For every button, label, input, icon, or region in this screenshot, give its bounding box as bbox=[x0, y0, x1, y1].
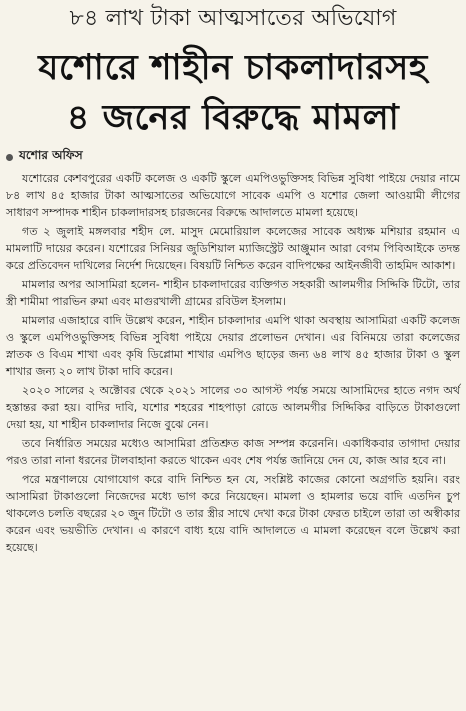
paragraph: মামলার অপর আসামিরা হলেন- শাহীন চাকলাদারের ব্যক্তিগত সহকারী আলমগীর সিদ্দিকি টিটো, তার স্ত্রী শামীমা পারভিন রুমা এবং মাগুরখালী গ্রামের রবিউল ইসলাম। bbox=[6, 278, 460, 308]
byline bbox=[6, 149, 83, 165]
headline-line-2: ৪ জনের বিরুদ্ধে মামলা bbox=[66, 98, 400, 138]
article-body bbox=[6, 170, 460, 558]
kicker-headline: ৮৪ লাখ টাকা আত্মসাতের অভিযোগ bbox=[69, 6, 397, 31]
headline-line-1: যশোরে শাহীন চাকলাদারসহ bbox=[38, 48, 428, 88]
paragraph: গত ২ জুলাই মঙ্গলবার শহীদ লে. মাসুদ মেমোরিয়াল কলেজের সাবেক অধ্যক্ষ মশিয়ার রহমান এ মামলাটি দায়ের করেন। যশোরের সিনিয়র জুডিশিয়াল ম্যাজিস্ট্রেট আঞ্জুমান আরা বেগম পিবিআইকে তদন্ত করে প্রতিবেদন দাখিলের নির্দেশ দিয়েছেন। বিষয়টি নিশ্চিত করেন বাদিপক্ষের আইনজীবী তাহমিদ আকাশ। bbox=[6, 225, 460, 272]
bullet-icon bbox=[6, 154, 13, 161]
paragraph: মামলার এজাহারে বাদি উল্লেখ করেন, শাহীন চাকলাদার এমপি থাকা অবস্থায় আসামিরা একটি কলেজ ও স্কুলে এমপিওভুক্তিসহ বিভিন্ন সুবিধা পাইয়ে দেয়ার প্রলোভন দেখান। এর বিনিময়ে তারা কলেজের স্নাতক ও বিএম শাখা এবং কৃষি ডিপ্লোমা শাখার এমপিও ছাড়ের জন্য ৬৪ লাখ ৪৫ হাজার টাকা ও স্কুল শাখার জন্য ২০ লাখ টাকা দাবি করেন। bbox=[6, 314, 460, 378]
paragraph: পরে মন্ত্রণালয়ে যোগাযোগ করে বাদি নিশ্চিত হন যে, সংশ্লিষ্ট কাজের কোনো অগ্রগতি হয়নি। বরং আসামিরা টাকাগুলো নিজেদের মধ্যে ভাগ করে নিয়েছেন। মামলা ও হামলার ভয়ে বাদি এতদিন চুপ থাকলেও চলতি বছরের ২০ জুন টিটো ও তার স্ত্রীর সাথে দেখা করে টাকা ফেরত চাইলে তারা তা অস্বীকার করেন এবং ভয়ভীতি দেখান। এ কারণে বাধ্য হয়ে বাদি আদালতে এ মামলা করেছেন বলে উল্লেখ করা হয়েছে। bbox=[6, 473, 460, 554]
paragraph: ২০২০ সালের ২ অক্টোবর থেকে ২০২১ সালের ৩০ আগস্ট পর্যন্ত সময়ে আসামিদের হাতে নগদ অর্থ হস্তান্তর করা হয়। বাদির দাবি, যশোর শহরের শাহপাড়া রোডে আলমগীর সিদ্দিকির বাড়িতে টাকাগুলো দেয়া হয়, যা শাহীন চাকলাদার নিজে বুঝে নেন। bbox=[6, 384, 460, 431]
paragraph: তবে নির্ধারিত সময়ের মধ্যেও আসামিরা প্রতিশ্রুত কাজ সম্পন্ন করেননি। একাধিকবার তাগাদা দেয়ার পরও তারা নানা ধরনের টালবাহানা করতে থাকেন এবং শেষ পর্যন্ত জানিয়ে দেন যে, কাজ আর হবে না। bbox=[6, 437, 460, 467]
paragraph: যশোরের কেশবপুরের একটি কলেজ ও একটি স্কুলে এমপিওভুক্তিসহ বিভিন্ন সুবিধা পাইয়ে দেয়ার নামে ৮৪ লাখ ৪৫ হাজার টাকা আত্মসাতের অভিযোগে সাবেক এমপি ও যশোর জেলা আওয়ামী লীগের সাধারণ সম্পাদক শাহীন চাকলাদারসহ চারজনের বিরুদ্ধে আদালতে মামলা হয়েছে। bbox=[6, 172, 460, 219]
byline-text: যশোর অফিস bbox=[19, 148, 83, 162]
